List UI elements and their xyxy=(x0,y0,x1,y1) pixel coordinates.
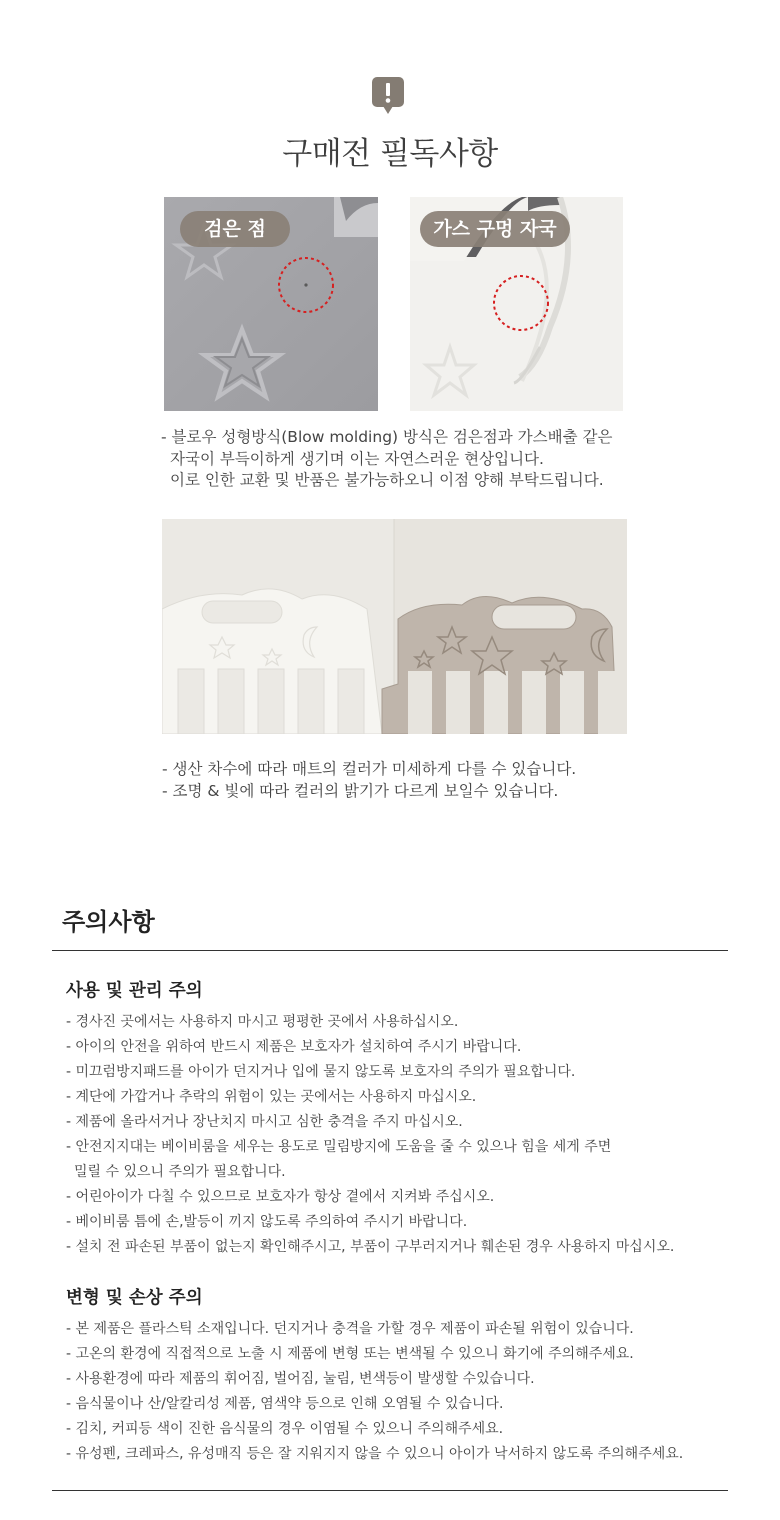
list-item: - 어린아이가 다칠 수 있으므로 보호자가 항상 곁에서 지켜봐 주십시오. xyxy=(66,1189,495,1205)
list-item: - 김치, 커피등 색이 진한 음식물의 경우 이염될 수 있으니 주의해주세요. xyxy=(66,1421,504,1437)
exclamation-speech-bubble-icon xyxy=(372,77,404,115)
note-line: - 조명 & 빛에 따라 컬러의 밝기가 다르게 보일수 있습니다. xyxy=(162,781,559,800)
list-item: - 설치 전 파손된 부품이 없는지 확인해주시고, 부품이 구부러지거나 훼손된 경우 사용하지 마십시오. xyxy=(66,1239,675,1255)
gas-hole-label: 가스 구멍 자국 xyxy=(420,211,570,247)
list-item: - 안전지지대는 베이비룸을 세우는 용도로 밀림방지에 도움을 줄 수 있으나 힘을 세게 주면 xyxy=(66,1139,612,1155)
list-item: - 유성펜, 크레파스, 유성매직 등은 잘 지워지지 않을 수 있으니 아이가 낙서하지 않도록 주의해주세요. xyxy=(66,1446,684,1462)
color-variation-note xyxy=(162,759,576,802)
note-line: 이로 인한 교환 및 반품은 불가능하오니 이점 양해 부탁드립니다. xyxy=(170,471,604,489)
usage-caution-list xyxy=(66,1010,674,1260)
list-item: - 제품에 올라서거나 장난치지 마시고 심한 충격을 주지 마십시오. xyxy=(66,1114,463,1130)
list-item: - 본 제품은 플라스틱 소재입니다. 던지거나 충격을 가할 경우 제품이 파손될 위험이 있습니다. xyxy=(66,1321,634,1337)
damage-caution-list xyxy=(66,1317,683,1467)
list-item: 밀릴 수 있으니 주의가 필요합니다. xyxy=(74,1164,286,1180)
list-item: - 아이의 안전을 위하여 반드시 제품은 보호자가 설치하여 주시기 바랍니다. xyxy=(66,1039,522,1055)
blow-molding-note xyxy=(161,427,612,492)
note-line: - 블로우 성형방식(Blow molding) 방식은 검은점과 가스배출 같은 xyxy=(161,428,613,446)
playpen-color-photo xyxy=(162,519,627,734)
note-line: - 생산 차수에 따라 매트의 컬러가 미세하게 다를 수 있습니다. xyxy=(162,760,577,778)
section-divider xyxy=(52,950,728,951)
damage-caution-title: 변형 및 손상 주의 xyxy=(66,1288,203,1308)
page-title: 구매전 필독사항 xyxy=(282,136,498,172)
gas-hole-photo xyxy=(410,197,623,411)
list-item: - 고온의 환경에 직접적으로 노출 시 제품에 변형 또는 변색될 수 있으니 화기에 주의해주세요. xyxy=(66,1346,634,1362)
list-item: - 미끄럼방지패드를 아이가 던지거나 입에 물지 않도록 보호자의 주의가 필요합니다. xyxy=(66,1064,576,1080)
list-item: - 계단에 가깝거나 추락의 위험이 있는 곳에서는 사용하지 마십시오. xyxy=(66,1089,477,1105)
usage-caution-title: 사용 및 관리 주의 xyxy=(66,981,203,1001)
list-item: - 경사진 곳에서는 사용하지 마시고 평평한 곳에서 사용하십시오. xyxy=(66,1014,459,1030)
list-item: - 사용환경에 따라 제품의 휘어짐, 벌어짐, 눌림, 변색등이 발생할 수있습니다. xyxy=(66,1371,535,1387)
list-item: - 베이비룸 틈에 손,발등이 끼지 않도록 주의하여 주시기 바랍니다. xyxy=(66,1214,468,1230)
list-item: - 음식물이나 산/알칼리성 제품, 염색약 등으로 인해 오염될 수 있습니다. xyxy=(66,1396,504,1412)
black-dot-photo xyxy=(164,197,378,411)
note-line: 자국이 부득이하게 생기며 이는 자연스러운 현상입니다. xyxy=(170,449,544,468)
black-dot-label: 검은 점 xyxy=(180,211,290,247)
cautions-title: 주의사항 xyxy=(62,908,155,936)
bottom-divider xyxy=(52,1490,728,1491)
